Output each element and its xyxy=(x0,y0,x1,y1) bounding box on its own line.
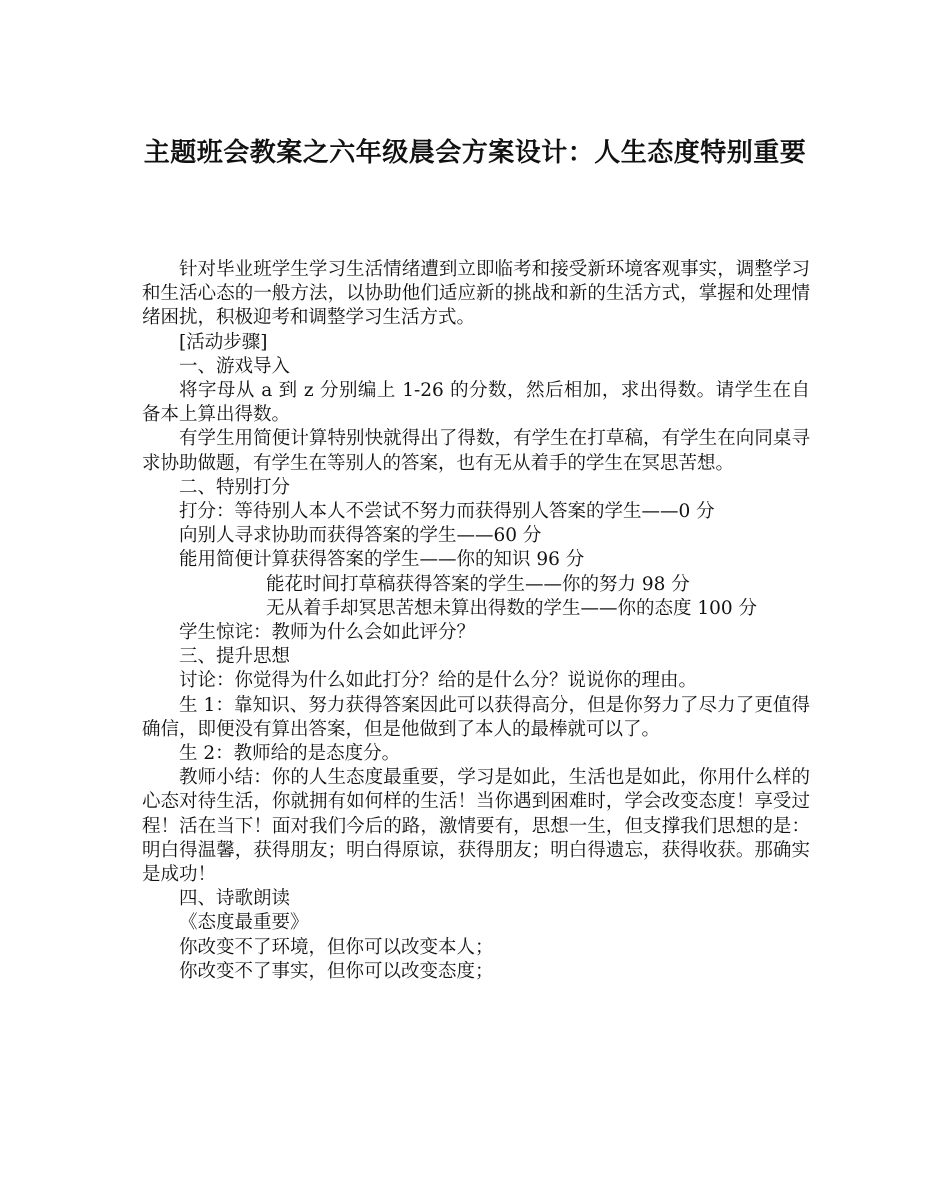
student-question-paragraph: 学生惊诧：教师为什么会如此评分？ xyxy=(179,622,476,644)
poem-line: 你改变不了环境，但你可以改变本人； xyxy=(179,936,494,958)
poem-title: 《态度最重要》 xyxy=(179,912,309,934)
poem-line: 你改变不了事实，但你可以改变态度； xyxy=(179,960,494,982)
score-line: 无从着手却冥思苦想未算出得数的学生——你的态度 100 分 xyxy=(265,597,758,619)
activity-steps-heading: [活动步骤] xyxy=(179,331,268,353)
game-rule-paragraph: 将字母从 a 到 z 分别编上 1-26 的分数，然后相加，求出得数。请学生在自备本上算出得数。 xyxy=(142,380,810,426)
student-answer-2: 生 2：教师给的是态度分。 xyxy=(179,743,401,765)
score-line: 能用简便计算获得答案的学生——你的知识 96 分 xyxy=(179,549,585,571)
score-line: 能花时间打草稿获得答案的学生——你的努力 98 分 xyxy=(265,573,690,595)
discussion-paragraph: 讨论：你觉得为什么如此打分？给的是什么分？说说你的理由。 xyxy=(179,670,698,692)
section-heading-poem: 四、诗歌朗读 xyxy=(179,888,291,910)
section-heading-game: 一、游戏导入 xyxy=(179,355,291,377)
section-heading-thinking: 三、提升思想 xyxy=(179,646,291,668)
student-answer-1: 生 1：靠知识、努力获得答案因此可以获得高分，但是你努力了尽力了更值得确信，即便没有算出答案，但是他做到了本人的最棒就可以了。 xyxy=(142,694,810,740)
score-line: 向别人寻求协助而获得答案的学生——60 分 xyxy=(179,525,542,547)
teacher-summary-paragraph: 教师小结：你的人生态度最重要，学习是如此，生活也是如此，你用什么样的心态对待生活，你就拥有如何样的生活！当你遇到困难时，学会改变态度！享受过程！活在当下！面对我们今后的路，激情要有，思想一生，但支撑我们思想的是：明白得温馨，获得朋友；明白得原谅，获得朋友；明白得遗忘，获得收获。那确实是成功！ xyxy=(142,767,810,886)
document-title: 主题班会教案之六年级晨会方案设计：人生态度特别重要 xyxy=(143,138,807,168)
document-body xyxy=(142,258,810,984)
student-behavior-paragraph: 有学生用简便计算特别快就得出了得数，有学生在打草稿，有学生在向同桌寻求协助做题，有学生在等别人的答案，也有无从着手的学生在冥思苦想。 xyxy=(142,428,810,474)
section-heading-scoring: 二、特别打分 xyxy=(179,476,291,498)
intro-paragraph: 针对毕业班学生学习生活情绪遭到立即临考和接受新环境客观事实，调整学习和生活心态的一般方法，以协助他们适应新的挑战和新的生活方式，掌握和处理情绪困扰，积极迎考和调整学习生活方式。 xyxy=(142,259,810,329)
score-line: 打分：等待别人本人不尝试不努力而获得别人答案的学生——0 分 xyxy=(179,501,715,523)
